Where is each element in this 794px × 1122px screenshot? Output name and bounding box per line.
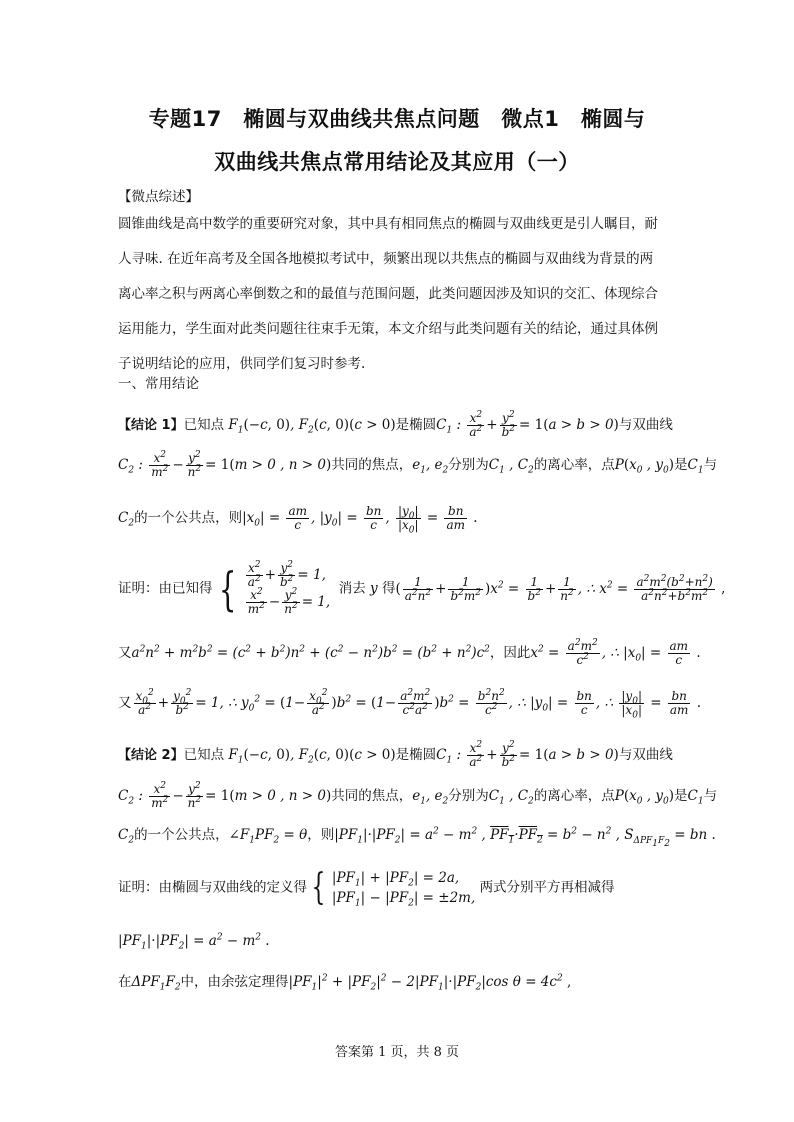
page-footer: 答案第 1 页，共 8 页 — [334, 1045, 460, 1060]
section-heading: 一、常用结论 — [118, 376, 199, 392]
conclusion-1-line-3: $C_2$的一个公共点，则$|x_0|$ = $\frac{am}{c}$ , $|y_0|$ = $\frac{bn}{c}$ , $\frac{|y_0|}{|x_0|}$ = $\frac{bn}{am}$ . — [118, 504, 478, 536]
conclusion-2-line-2: $C_2$ : $\frac{x^2}{m^2}$ − $\frac{y^2}{n^2}$ = 1(m > 0 , n > 0)共同的焦点，$e_1$, $e_2$分别为$C_1$ , $C_2$的离心率，点$P(x_0$ , $y_0$)是$C_1$与 — [118, 781, 718, 810]
summary-line: 圆锥曲线是高中数学的重要研究对象，其中具有相同焦点的椭圆与双曲线更是引人瞩目，耐 — [118, 216, 658, 232]
page-title-line-2: 双曲线共焦点常用结论及其应用（一） — [214, 150, 580, 174]
proof-1-line-1: 证明：由已知得 { $\frac{x^2}{a^2}$ + $\frac{y^2}{b^2}$ = 1, $\frac{x^2}{m^2}$ − $\frac{y^2}{n^2}$ = 1, 消去 y 得( $\frac{1}{a^2n^2}$ + $\frac{1}{b^2m^2}$ )$x^2$ = $\frac{1}{b^2}$ + $\frac{1}{n^2}$ , ∴ $x^2$ = $\frac{a^2m^2(b^2+n^2)}{a^2n^2+b^2m^2}$ , — [118, 560, 726, 616]
summary-line: 运用能力，学生面对此类问题往往束手无策，本文介绍与此类问题有关的结论，通过具体例 — [118, 321, 658, 337]
conclusion-2-line-1: 【结论 2】已知点 $F_1(-c$, 0), $F_2(c$, 0)(c > 0)是椭圆$C_1$ : $\frac{x^2}{a^2}$ + $\frac{y^2}{b^2}$ = 1(a > b > 0)与双曲线 — [118, 740, 673, 769]
proof-2-line-1: 证明：由椭圆与双曲线的定义得 { $|PF_1| + |PF_2| = 2a$, $|PF_1| - |PF_2| = \pm 2m$, 两式分别平方再相减得 — [118, 867, 615, 909]
conclusion-1-label: 【结论 1】 — [118, 418, 184, 433]
summary-line: 子说明结论的应用，供同学们复习时参考. — [118, 356, 366, 372]
conclusion-1-line-1: 【结论 1】已知点 $F_1(-c$, 0), $F_2(c$, 0)(c > 0)是椭圆$C_1$ : $\frac{x^2}{a^2}$ + $\frac{y^2}{b^2}$ = 1(a > b > 0)与双曲线 — [118, 410, 673, 439]
summary-line: 离心率之积与两离心率倒数之和的最值与范围问题，此类问题因涉及知识的交汇、体现综合 — [118, 286, 658, 302]
summary-heading: 【微点综述】 — [118, 189, 199, 205]
proof-2-line-2: $|PF_1|\cdot|PF_2| = a^2 - m^2$ . — [118, 932, 270, 952]
summary-paragraph — [118, 215, 678, 390]
summary-line: 人寻味. 在近年高考及全国各地模拟考试中，频繁出现以共焦点的椭圆与双曲线为背景的两 — [118, 251, 654, 267]
proof-1-line-2: 又$a^2n^2 + m^2b^2 = (c^2 + b^2)n^2 + (c^2 - n^2)b^2 = (b^2 + n^2)c^2$，因此$x^2$ = $\frac{a^2m^2}{c^2}$ , ∴ $|x_0|$ = $\frac{am}{c}$ . — [118, 638, 701, 667]
proof-2-line-3: 在$\Delta PF_1F_2$中，由余弦定理得$|PF_1|^2 + |PF_2|^2 - 2|PF_1|\cdot|PF_2|\cos$ $\theta = 4c^2$ , — [118, 973, 572, 993]
page-title-line-1: 专题17 椭圆与双曲线共焦点问题 微点1 椭圆与 — [148, 107, 646, 131]
conclusion-2-label: 【结论 2】 — [118, 748, 184, 763]
conclusion-1-line-2: $C_2$ : $\frac{x^2}{m^2}$ − $\frac{y^2}{n^2}$ = 1(m > 0 , n > 0)共同的焦点，$e_1$, $e_2$分别为$C_1$ , $C_2$的离心率，点$P(x_0$ , $y_0$)是$C_1$与 — [118, 450, 718, 479]
proof-1-line-3: 又 $\frac{x_0^2}{a^2}$ + $\frac{y_0^2}{b^2}$ = 1, ∴ $y_0^2 = (1-$ $\frac{x_0^2}{a^2}$ )$b^2 = (1-$ $\frac{a^2m^2}{c^2a^2}$ )$b^2$ = $\frac{b^2n^2}{c^2}$ , ∴ $|y_0|$ = $\frac{bn}{c}$ , ∴ $\frac{|y_0|}{|x_0|}$ = $\frac{bn}{am}$ . — [118, 688, 702, 721]
conclusion-2-line-3: $C_2$的一个公共点，$\angle F_1PF_2 = \theta$，则$|PF_1|\cdot|PF_2| = a^2 - m^2$ , $PF_1\cdot PF_2 = b^2 - n^2$ , $S_{\Delta PF_1F_2}$ = bn . — [118, 826, 716, 849]
